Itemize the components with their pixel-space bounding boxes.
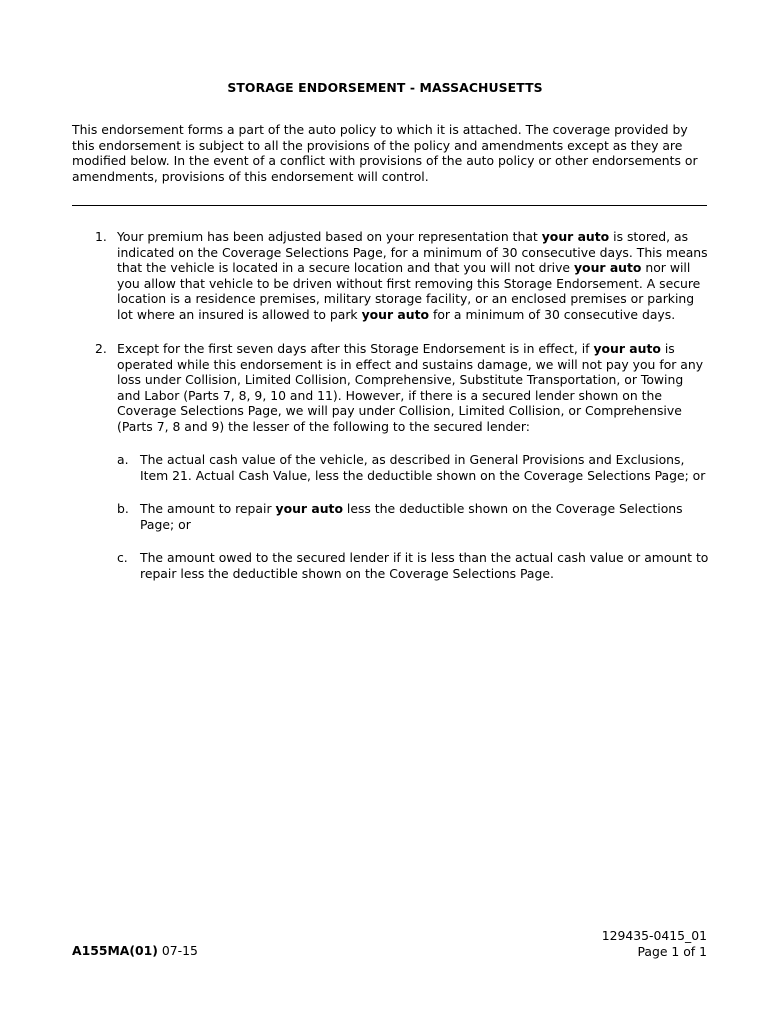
item-text (117, 341, 710, 434)
sub-item-letter: a. (117, 452, 129, 467)
text-segment: for a minimum of 30 consecutive days. (429, 306, 676, 322)
sub-item-a (117, 452, 709, 483)
text-segment: The amount owed to the secured lender if it is less than the actual cash value or amount to repair less the deductible shown on the Coverage Selections Page. (140, 550, 709, 581)
text-segment: is operated while this endorsement is in effect and sustains damage, we will not pay you for any loss under Collision, Limited Collision, Comprehensive, Substitute Transportation, or Towing and Labor (Parts 7, 8, 9, 10 and 11). However, if there is a secured lender shown on the Coverage Selections Page, we will pay under Collision, Limited Collision, or Comprehensive (Parts 7, 8 and 9) the lesser of the following to the secured lender: (117, 341, 704, 434)
sub-item-text (140, 501, 709, 532)
text-segment: Your premium has been adjusted based on your representation that (117, 229, 542, 244)
sub-item-b (117, 501, 709, 532)
text-segment: The actual cash value of the vehicle, as described in General Provisions and Exclusions, Item 21. Actual Cash Value, less the deductible shown on the Coverage Selections Page; or (140, 452, 706, 483)
defined-term-your-auto: your auto (361, 306, 430, 322)
defined-term-your-auto: your auto (275, 501, 343, 516)
provision-item-1 (95, 229, 710, 322)
sub-item-c (117, 550, 709, 581)
sub-item-letter: c. (117, 550, 128, 565)
page-number: Page 1 of 1 (637, 943, 707, 959)
item-number: 1. (95, 229, 107, 244)
text-segment: is stored, as indicated on the Coverage Selections Page, for a minimum of 30 consecutive days. This means that the vehicle is located in a secure location and that you will not drive (117, 229, 708, 275)
item-number: 2. (95, 341, 107, 356)
footer-form-id (72, 943, 198, 959)
text-segment: nor will you allow that vehicle to be driven without first removing this Storage Endorsement. A secure location is a residence premises, military storage facility, or an enclosed premises or parking lot where an insured is allowed to park (117, 260, 701, 322)
item-text (117, 229, 710, 322)
sub-item-letter: b. (117, 501, 129, 516)
footer-page-info (602, 928, 707, 959)
intro-paragraph: This endorsement forms a part of the auto policy to which it is attached. The coverage provided by this endorsement is subject to all the provisions of the policy and amendments except as they are modified below. In the event of a conflict with provisions of the auto policy or other endorsements or amendments, provisions of this endorsement will control. (72, 122, 698, 184)
text-segment: The amount to repair (140, 501, 276, 516)
defined-term-your-auto: your auto (593, 341, 661, 356)
defined-term-your-auto: your auto (541, 229, 610, 244)
sub-item-text (140, 452, 709, 483)
text-segment: Except for the first seven days after this Storage Endorsement is in effect, if (117, 341, 594, 356)
form-code: A155MA(01) (72, 943, 158, 958)
provision-item-2 (95, 341, 710, 434)
sub-item-text (140, 550, 709, 581)
defined-term-your-auto: your auto (573, 260, 642, 275)
document-number: 129435-0415_01 (601, 928, 707, 943)
form-date: 07-15 (161, 943, 198, 958)
text-segment: less the deductible shown on the Coverage Selections Page; or (140, 501, 683, 532)
divider-rule (72, 205, 707, 206)
document-title: STORAGE ENDORSEMENT - MASSACHUSETTS (227, 80, 543, 95)
